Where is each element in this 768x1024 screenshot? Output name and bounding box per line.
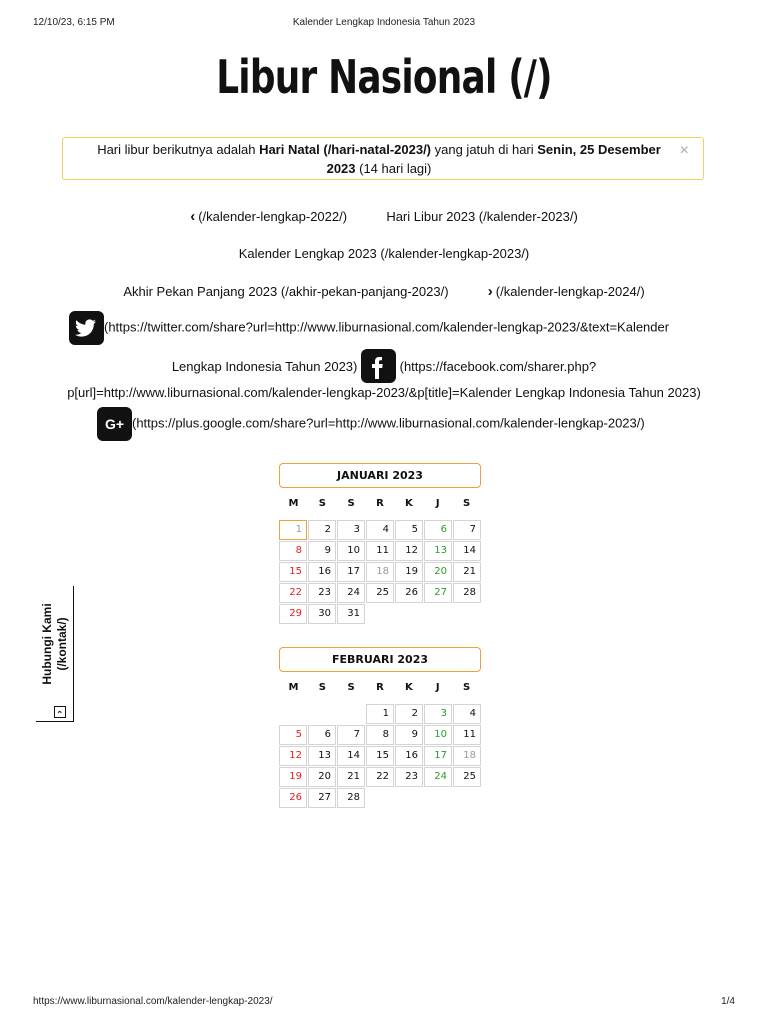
- empty-cell: [308, 704, 337, 724]
- kalender-lengkap-link[interactable]: Kalender Lengkap 2023 (/kalender-lengkap-2023/): [238, 246, 530, 261]
- weekday-label: S: [318, 682, 326, 693]
- empty-cell: [337, 704, 366, 724]
- weekday-label: S: [347, 498, 355, 509]
- calendar-day[interactable]: 23: [308, 583, 336, 603]
- month-january: [279, 463, 481, 625]
- calendar-day[interactable]: 2: [395, 704, 423, 724]
- calendar-day[interactable]: 30: [308, 604, 336, 624]
- weekday-label: R: [376, 498, 384, 509]
- alert-date: Senin, 25 Desember 2023: [326, 142, 661, 176]
- calendar-day[interactable]: 15: [366, 746, 394, 766]
- calendar-day[interactable]: 2: [308, 520, 336, 540]
- weekday-label: J: [435, 498, 440, 509]
- calendar-day[interactable]: 28: [337, 788, 365, 808]
- calendar-day[interactable]: 27: [424, 583, 452, 603]
- calendar-day[interactable]: 21: [453, 562, 481, 582]
- calendar-day[interactable]: 16: [395, 746, 423, 766]
- empty-cell: [279, 704, 308, 724]
- print-page-title: Kalender Lengkap Indonesia Tahun 2023: [292, 17, 476, 28]
- calendar-day[interactable]: 27: [308, 788, 336, 808]
- calendar-day[interactable]: 3: [337, 520, 365, 540]
- calendar-day[interactable]: 14: [453, 541, 481, 561]
- calendar-day[interactable]: 24: [424, 767, 452, 787]
- alert-middle: yang jatuh di hari: [431, 142, 538, 157]
- calendar-day[interactable]: 3: [424, 704, 452, 724]
- year-nav: [0, 208, 768, 225]
- next-holiday-alert: [62, 137, 704, 180]
- calendar-day[interactable]: 26: [279, 788, 307, 808]
- calendar-day[interactable]: 10: [337, 541, 365, 561]
- calendar-day[interactable]: 5: [395, 520, 423, 540]
- alert-close-icon[interactable]: ×: [679, 142, 689, 159]
- weekday-label: M: [288, 498, 299, 509]
- calendar-day[interactable]: 23: [395, 767, 423, 787]
- site-title-link[interactable]: Libur Nasional (/): [216, 50, 552, 104]
- month-title: JANUARI 2023: [279, 463, 481, 488]
- calendar-day[interactable]: 18: [366, 562, 394, 582]
- calendar-day[interactable]: 19: [279, 767, 307, 787]
- calendar-day[interactable]: 28: [453, 583, 481, 603]
- calendar-day[interactable]: 17: [337, 562, 365, 582]
- weekday-header: [279, 682, 481, 700]
- weekday-label: M: [288, 682, 299, 693]
- alert-prefix: Hari libur berikutnya adalah: [97, 142, 260, 157]
- calendar-day[interactable]: 6: [424, 520, 452, 540]
- akhir-pekan-link[interactable]: Akhir Pekan Panjang 2023 (/akhir-pekan-panjang-2023/): [123, 284, 449, 299]
- next-year-link[interactable]: [488, 284, 645, 299]
- month-title: FEBRUARI 2023: [279, 647, 481, 672]
- akhir-pekan-nav: [0, 283, 768, 300]
- calendar-day[interactable]: 7: [337, 725, 365, 745]
- calendar-day[interactable]: 25: [453, 767, 481, 787]
- calendar-day[interactable]: 26: [395, 583, 423, 603]
- calendar-day[interactable]: 9: [308, 541, 336, 561]
- weekday-label: S: [347, 682, 355, 693]
- facebook-icon[interactable]: [361, 349, 396, 383]
- alert-holiday-link[interactable]: Hari Natal (/hari-natal-2023/): [259, 142, 432, 157]
- weekday-label: S: [462, 682, 471, 693]
- chevron-right-icon: ›: [487, 283, 493, 300]
- contact-side-tab[interactable]: [36, 586, 74, 722]
- calendar-day[interactable]: 7: [453, 520, 481, 540]
- calendar-day[interactable]: 16: [308, 562, 336, 582]
- calendar-day[interactable]: 9: [395, 725, 423, 745]
- hari-libur-link[interactable]: Hari Libur 2023 (/kalender-2023/): [386, 209, 578, 224]
- calendar-day[interactable]: 15: [279, 562, 307, 582]
- contact-link: (/kontak/): [55, 617, 69, 671]
- print-page-number: 1/4: [721, 996, 735, 1007]
- calendar-day[interactable]: 22: [366, 767, 394, 787]
- prev-year-label: (/kalender-lengkap-2022/): [198, 209, 348, 224]
- calendar-day[interactable]: 4: [453, 704, 481, 724]
- calendar-day[interactable]: 20: [424, 562, 452, 582]
- calendar-day[interactable]: 4: [366, 520, 394, 540]
- twitter-share-url[interactable]: (https://twitter.com/share?url=http://www.liburnasional.com/kalender-lengkap-2023/&text=Kalender: [104, 319, 670, 335]
- twitter-share-url-cont[interactable]: Lengkap Indonesia Tahun 2023): [171, 359, 358, 374]
- print-date: 12/10/23, 6:15 PM: [33, 17, 115, 28]
- calendar-day[interactable]: 14: [337, 746, 365, 766]
- calendar-day[interactable]: 10: [424, 725, 452, 745]
- calendar-day[interactable]: 8: [279, 541, 307, 561]
- facebook-share: [0, 349, 768, 402]
- google-plus-icon[interactable]: G+: [97, 407, 132, 441]
- calendar-day[interactable]: 1: [366, 704, 394, 724]
- calendar-day[interactable]: 19: [395, 562, 423, 582]
- calendar-day[interactable]: 21: [337, 767, 365, 787]
- next-year-label: (/kalender-lengkap-2024/): [495, 284, 645, 299]
- day-grid: [279, 520, 481, 625]
- calendar-day[interactable]: 20: [308, 767, 336, 787]
- weekday-label: S: [318, 498, 326, 509]
- weekday-label: S: [462, 498, 471, 509]
- weekday-label: K: [404, 682, 413, 693]
- weekday-label: K: [404, 498, 413, 509]
- calendar-day[interactable]: 18: [453, 746, 481, 766]
- calendar-day[interactable]: 29: [279, 604, 307, 624]
- calendar-day[interactable]: 31: [337, 604, 365, 624]
- weekday-label: R: [376, 682, 384, 693]
- chevron-left-icon: ‹: [190, 208, 196, 225]
- kalender-nav: [0, 246, 768, 261]
- calendar-day[interactable]: 22: [279, 583, 307, 603]
- calendar-day[interactable]: 1: [279, 520, 307, 540]
- calendar-day[interactable]: 11: [366, 541, 394, 561]
- calendar-day[interactable]: 12: [395, 541, 423, 561]
- twitter-icon[interactable]: [69, 311, 104, 345]
- weekday-header: [279, 498, 481, 516]
- calendar-day[interactable]: 24: [337, 583, 365, 603]
- calendar-day[interactable]: 13: [308, 746, 336, 766]
- prev-year-link[interactable]: [190, 209, 347, 224]
- calendar-day[interactable]: 13: [424, 541, 452, 561]
- calendar-day[interactable]: 6: [308, 725, 336, 745]
- weekday-label: J: [435, 682, 440, 693]
- calendar-day[interactable]: 11: [453, 725, 481, 745]
- print-url: https://www.liburnasional.com/kalender-lengkap-2023/: [33, 996, 273, 1007]
- facebook-share-url-cont[interactable]: p[url]=http://www.liburnasional.com/kalender-lengkap-2023/&p[title]=Kalender Lengkap Indonesia Tahun 2023): [67, 385, 701, 400]
- calendar-day[interactable]: 12: [279, 746, 307, 766]
- calendar-day[interactable]: 8: [366, 725, 394, 745]
- twitter-share: [69, 311, 669, 345]
- google-share-url[interactable]: (https://plus.google.com/share?url=http://www.liburnasional.com/kalender-lengkap-2023/): [132, 415, 645, 431]
- facebook-share-url[interactable]: (https://facebook.com/sharer.php?: [399, 359, 597, 374]
- contact-icon: ›: [54, 706, 66, 718]
- google-share: [97, 407, 645, 441]
- calendar-day[interactable]: 17: [424, 746, 452, 766]
- day-grid: [279, 704, 481, 809]
- calendar-day[interactable]: 5: [279, 725, 307, 745]
- contact-label: Hubungi Kami: [40, 603, 54, 685]
- alert-suffix: (14 hari lagi): [355, 161, 432, 176]
- calendar-day[interactable]: 25: [366, 583, 394, 603]
- month-february: [279, 647, 481, 809]
